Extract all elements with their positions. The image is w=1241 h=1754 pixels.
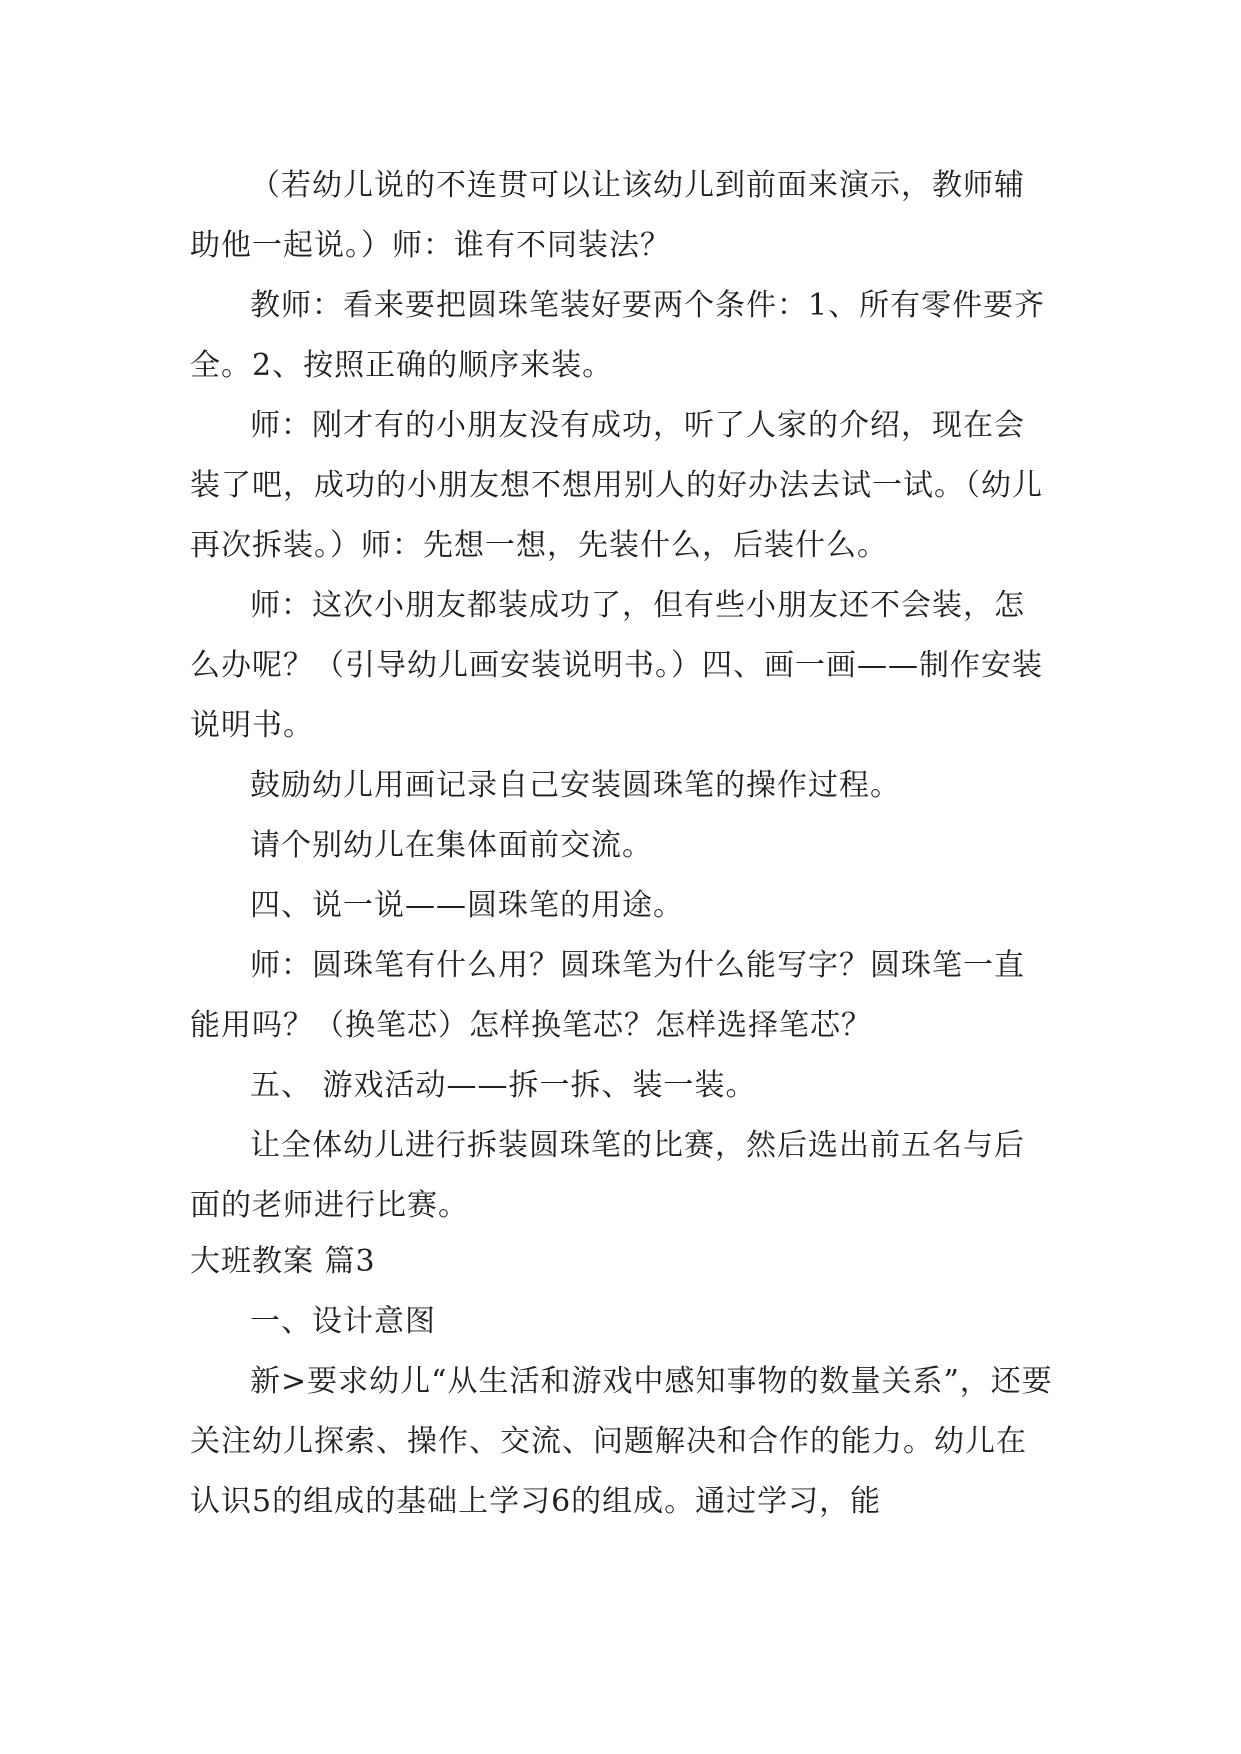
paragraph-game-heading: 五、 游戏活动——拆一拆、装一装。 [250, 1068, 757, 1103]
lesson-continuation-section [190, 156, 1055, 1236]
paragraph-design-intent: 新>要求幼儿“从生活和游戏中感知事物的数量关系”，还要关注幼儿探索、操作、交流、问题解决和合作的能力。幼儿在认识5的组成的基础上学习6的组成。通过学习，能 [190, 1364, 1053, 1519]
paragraph-demo-assist: （若幼儿说的不连贯可以让该幼儿到前面来演示，教师辅助他一起说。）师：谁有不同装法？ [190, 168, 1025, 263]
paragraph-two-conditions: 教师：看来要把圆珠笔装好要两个条件：1、所有零件要齐全。2、按照正确的顺序来装。 [190, 288, 1046, 383]
paragraph-competition: 让全体幼儿进行拆装圆珠笔的比赛，然后选出前五名与后面的老师进行比赛。 [190, 1128, 1025, 1223]
paragraph-retry-assembly: 师：刚才有的小朋友没有成功，听了人家的介绍，现在会装了吧，成功的小朋友想不想用别人的好办法去试一试。（幼儿再次拆装。）师：先想一想，先装什么，后装什么。 [190, 408, 1043, 563]
section-title: 大班教案 篇3 [190, 1244, 376, 1279]
paragraph-pen-uses-questions: 师：圆珠笔有什么用？圆珠笔为什么能写字？圆珠笔一直能用吗？（换笔芯）怎样换笔芯？怎样选择笔芯？ [190, 948, 1025, 1043]
paragraph-draw-manual: 师：这次小朋友都装成功了，但有些小朋友还不会装，怎么办呢？（引导幼儿画安装说明书。）四、画一画——制作安装说明书。 [190, 588, 1043, 743]
paragraph-share: 请个别幼儿在集体面前交流。 [250, 828, 653, 863]
paragraph-design-intent-heading: 一、设计意图 [250, 1304, 436, 1339]
paragraph-record-process: 鼓励幼儿用画记录自己安装圆珠笔的操作过程。 [250, 768, 901, 803]
paragraph-pen-uses-heading: 四、说一说——圆珠笔的用途。 [250, 888, 684, 923]
lesson-plan-3-section [190, 1232, 1055, 1532]
